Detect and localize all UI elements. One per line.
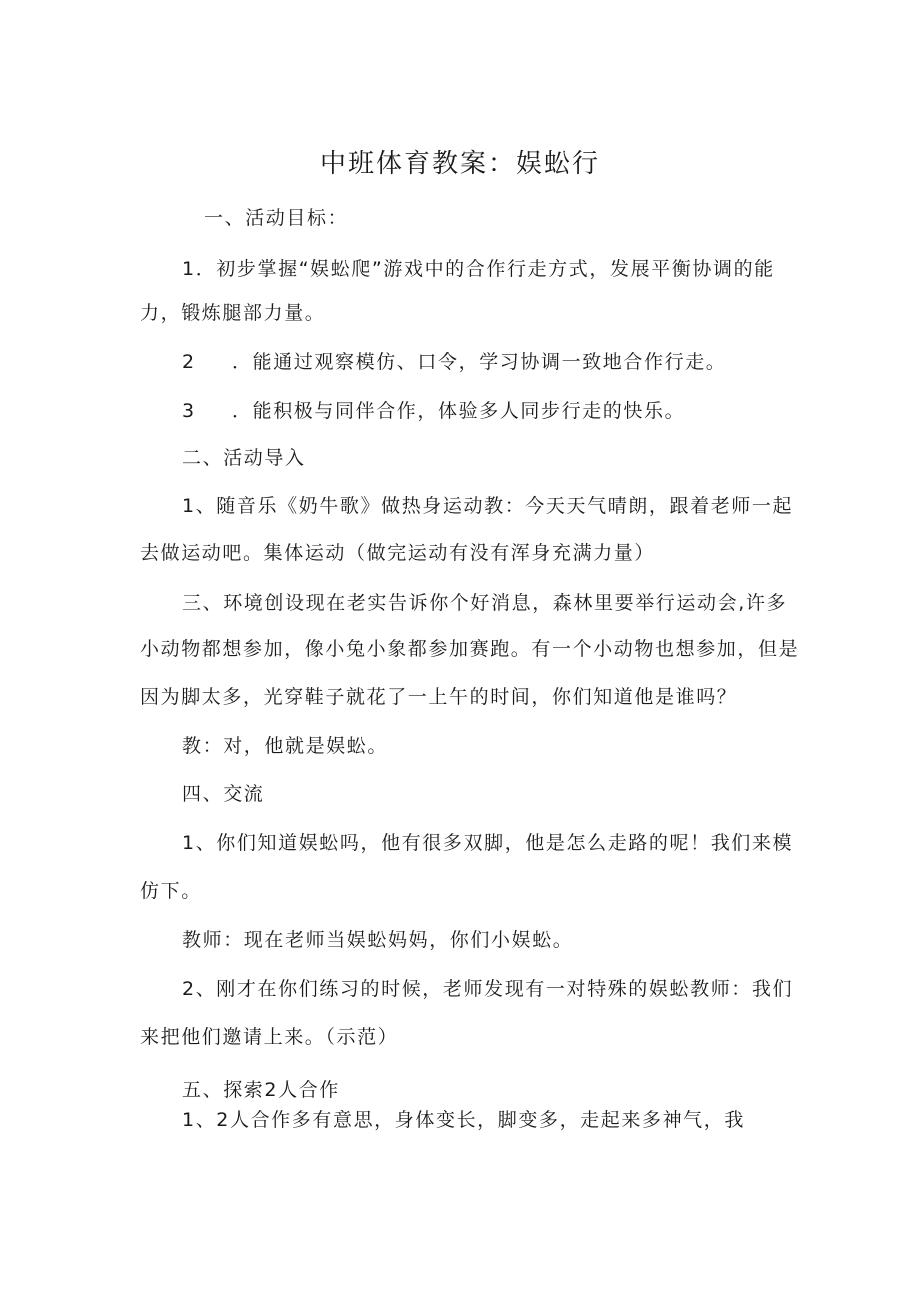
exchange-1-line-2: 仿下。 [140, 880, 202, 902]
intro-line-2: 去做运动吧。集体运动（做完运动有没有浑身充满力量） [140, 542, 656, 564]
goal-2-text: ．能通过观察模仿、口令，学习协调一致地合作行走。 [232, 351, 727, 373]
section-3-line-2: 小动物都想参加，像小兔小象都参加赛跑。有一个小动物也想参加，但是 [140, 638, 800, 660]
goal-2-number: 2 [182, 351, 195, 373]
explore-1-line-1: 1、2人合作多有意思，身体变长，脚变多，走起来多神气，我 [182, 1109, 745, 1131]
section-heading-explore: 五、探索2人合作 [182, 1079, 340, 1101]
section-3-line-1: 三、环境创设现在老实告诉你个好消息，森林里要举行运动会,许多 [182, 592, 788, 614]
exchange-1-line-1: 1、你们知道娱蚣吗，他有很多双脚，他是怎么走路的呢！我们来模 [182, 832, 794, 854]
goal-1-line-2: 力，锻炼腿部力量。 [140, 302, 326, 324]
intro-line-1: 1、随音乐《奶牛歌》做热身运动教：今天天气晴朗，跟着老师一起 [182, 495, 794, 517]
exchange-2-line-2: 来把他们邀请上来。（示范） [140, 1026, 399, 1048]
section-3-line-3: 因为脚太多，光穿鞋子就花了一上午的时间，你们知道他是谁吗？ [140, 686, 738, 708]
section-heading-goals: 一、活动目标： [204, 207, 349, 229]
goal-3-text: ．能积极与同伴合作，体验多人同步行走的快乐。 [232, 400, 686, 422]
goal-3-number: 3 [182, 400, 195, 422]
teacher-line: 教师：现在老师当娱蚣妈妈，你们小娱蚣。 [182, 929, 574, 951]
page-title: 中班体育教案：娱蚣行 [319, 149, 600, 179]
exchange-2-line-1: 2、刚才在你们练习的时候，老师发现有一对特殊的娱蚣教师：我们 [182, 978, 794, 1000]
section-heading-intro: 二、活动导入 [182, 447, 306, 469]
goal-1-line-1: 1．初步掌握“娱蚣爬”游戏中的合作行走方式，发展平衡协调的能 [182, 258, 775, 280]
section-heading-exchange: 四、交流 [182, 783, 265, 805]
teacher-answer: 教：对，他就是娱蚣。 [182, 735, 389, 757]
